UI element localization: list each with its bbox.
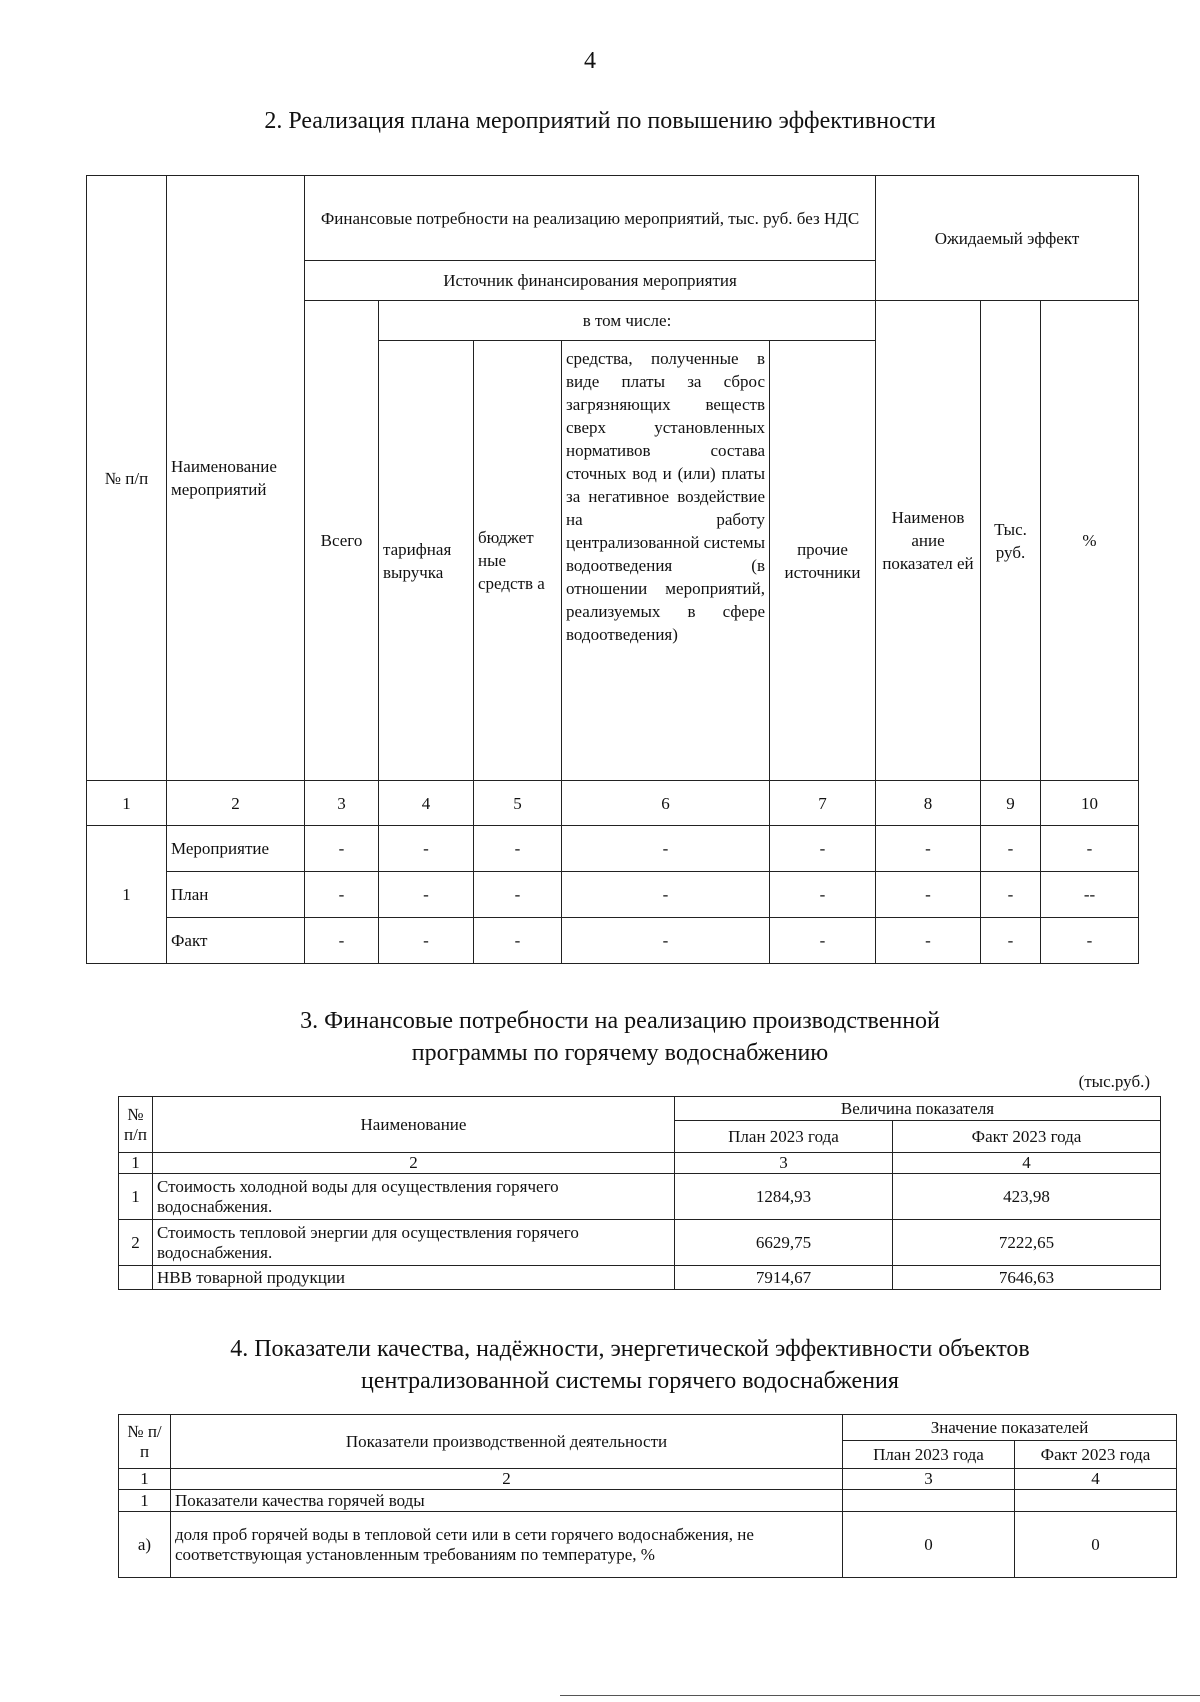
header-expected-effect: Ожидаемый эффект xyxy=(876,176,1139,301)
section-2-title: 2. Реализация плана мероприятий по повышению эффективности xyxy=(264,108,936,134)
cell: - xyxy=(1041,826,1139,872)
cell: - xyxy=(379,918,474,964)
header-num: № п/п xyxy=(87,176,167,781)
cell: - xyxy=(474,872,562,918)
cell: - xyxy=(876,918,981,964)
row-number: а) xyxy=(119,1512,171,1578)
header-fact: Факт 2023 года xyxy=(893,1121,1161,1153)
header-budget-funds: бюджет ные средств а xyxy=(474,341,562,781)
section-3-title-line2: программы по горячему водоснабжению xyxy=(411,1040,829,1066)
cell: - xyxy=(981,918,1041,964)
cell: - xyxy=(474,826,562,872)
plan-value: 7914,67 xyxy=(675,1266,893,1290)
colnum: 3 xyxy=(305,781,379,826)
row-number: 2 xyxy=(119,1220,153,1266)
column-numbers-row xyxy=(119,1469,1177,1490)
table-row xyxy=(119,1220,1161,1266)
cell: - xyxy=(562,918,770,964)
page-bottom-rule xyxy=(560,1695,1200,1696)
unit-label: (тыс.руб.) xyxy=(1078,1072,1150,1091)
colnum: 3 xyxy=(843,1469,1015,1490)
section-4-title-line2: централизованной системы горячего водоснабжения xyxy=(361,1368,899,1394)
header-thousand-rub: Тыс. руб. xyxy=(981,301,1041,781)
plan-value xyxy=(843,1490,1015,1512)
colnum: 5 xyxy=(474,781,562,826)
section-4-title-line1: 4. Показатели качества, надёжности, энергетической эффективности объектов xyxy=(230,1336,1030,1362)
efficiency-plan-table xyxy=(86,175,1139,964)
cell: - xyxy=(379,872,474,918)
header-tariff-revenue: тарифная выручка xyxy=(379,341,474,781)
page-number: 4 xyxy=(584,48,596,74)
header-funding-source: Источник финансирования мероприятия xyxy=(305,261,876,301)
cell: - xyxy=(474,918,562,964)
table-row xyxy=(87,826,1139,872)
cell: - xyxy=(981,826,1041,872)
colnum: 4 xyxy=(893,1153,1161,1174)
colnum: 2 xyxy=(171,1469,843,1490)
cell: - xyxy=(770,918,876,964)
fact-value: 7222,65 xyxy=(893,1220,1161,1266)
cell: - xyxy=(305,826,379,872)
cell: - xyxy=(876,872,981,918)
header-fact: Факт 2023 года xyxy=(1015,1441,1177,1469)
colnum: 10 xyxy=(1041,781,1139,826)
plan-value: 6629,75 xyxy=(675,1220,893,1266)
row-number xyxy=(119,1266,153,1290)
header-name: Показатели производственной деятельности xyxy=(171,1415,843,1469)
header-total: Всего xyxy=(305,301,379,781)
fact-value: 423,98 xyxy=(893,1174,1161,1220)
colnum: 3 xyxy=(675,1153,893,1174)
header-pollution-fees: средства, полученные в виде платы за сброс загрязняющих веществ сверх установленных нормативов состава сточных вод и (или) платы за негативное воздействие на работу централизованной системы водоотведения (в отношении мероприятий, реализуемых в сфере водоотведения) xyxy=(562,341,770,781)
header-name: Наименование xyxy=(153,1097,675,1153)
colnum: 6 xyxy=(562,781,770,826)
header-indicator-name: Наименов ание показател ей xyxy=(876,301,981,781)
plan-value: 0 xyxy=(843,1512,1015,1578)
table-row xyxy=(87,872,1139,918)
cell: - xyxy=(562,872,770,918)
cell: - xyxy=(562,826,770,872)
cell: - xyxy=(379,826,474,872)
colnum: 4 xyxy=(1015,1469,1177,1490)
header-name: Наименование мероприятий xyxy=(167,176,305,781)
header-num: № п/п xyxy=(119,1097,153,1153)
table-row xyxy=(119,1266,1161,1290)
fact-value: 7646,63 xyxy=(893,1266,1161,1290)
colnum: 2 xyxy=(153,1153,675,1174)
row-name: доля проб горячей воды в тепловой сети или в сети горячего водоснабжения, не соответствующая установленным требованиям по температуре, % xyxy=(171,1512,843,1578)
cell: - xyxy=(305,872,379,918)
header-plan: План 2023 года xyxy=(843,1441,1015,1469)
column-numbers-row xyxy=(119,1153,1161,1174)
row-number: 1 xyxy=(87,826,167,964)
colnum: 8 xyxy=(876,781,981,826)
table-row xyxy=(119,1490,1177,1512)
cell: - xyxy=(1041,918,1139,964)
cell: - xyxy=(770,872,876,918)
colnum: 7 xyxy=(770,781,876,826)
cell: - xyxy=(981,872,1041,918)
quality-indicators-table xyxy=(118,1414,1177,1578)
row-name: Стоимость тепловой энергии для осуществления горячего водоснабжения. xyxy=(153,1220,675,1266)
colnum: 2 xyxy=(167,781,305,826)
colnum: 9 xyxy=(981,781,1041,826)
row-number: 1 xyxy=(119,1174,153,1220)
section-3-title-line1: 3. Финансовые потребности на реализацию производственной xyxy=(300,1008,940,1034)
header-percent: % xyxy=(1041,301,1139,781)
table-row xyxy=(87,918,1139,964)
row-label: Мероприятие xyxy=(167,826,305,872)
header-other-sources: прочие источники xyxy=(770,341,876,781)
fact-value xyxy=(1015,1490,1177,1512)
row-number: 1 xyxy=(119,1490,171,1512)
colnum: 4 xyxy=(379,781,474,826)
header-plan: План 2023 года xyxy=(675,1121,893,1153)
financial-needs-table xyxy=(118,1096,1161,1290)
header-num: № п/п xyxy=(119,1415,171,1469)
colnum: 1 xyxy=(87,781,167,826)
table-row xyxy=(119,1512,1177,1578)
row-name: Стоимость холодной воды для осуществления горячего водоснабжения. xyxy=(153,1174,675,1220)
row-label: План xyxy=(167,872,305,918)
header-value: Значение показателей xyxy=(843,1415,1177,1441)
column-numbers-row xyxy=(87,781,1139,826)
fact-value: 0 xyxy=(1015,1512,1177,1578)
row-label: Факт xyxy=(167,918,305,964)
colnum: 1 xyxy=(119,1469,171,1490)
plan-value: 1284,93 xyxy=(675,1174,893,1220)
header-including: в том числе: xyxy=(379,301,876,341)
row-name: НВВ товарной продукции xyxy=(153,1266,675,1290)
cell: - xyxy=(305,918,379,964)
cell: - xyxy=(876,826,981,872)
header-value: Величина показателя xyxy=(675,1097,1161,1121)
header-financial-needs: Финансовые потребности на реализацию мероприятий, тыс. руб. без НДС xyxy=(305,176,876,261)
cell: - xyxy=(770,826,876,872)
row-name: Показатели качества горячей воды xyxy=(171,1490,843,1512)
colnum: 1 xyxy=(119,1153,153,1174)
table-row xyxy=(119,1174,1161,1220)
cell: -- xyxy=(1041,872,1139,918)
